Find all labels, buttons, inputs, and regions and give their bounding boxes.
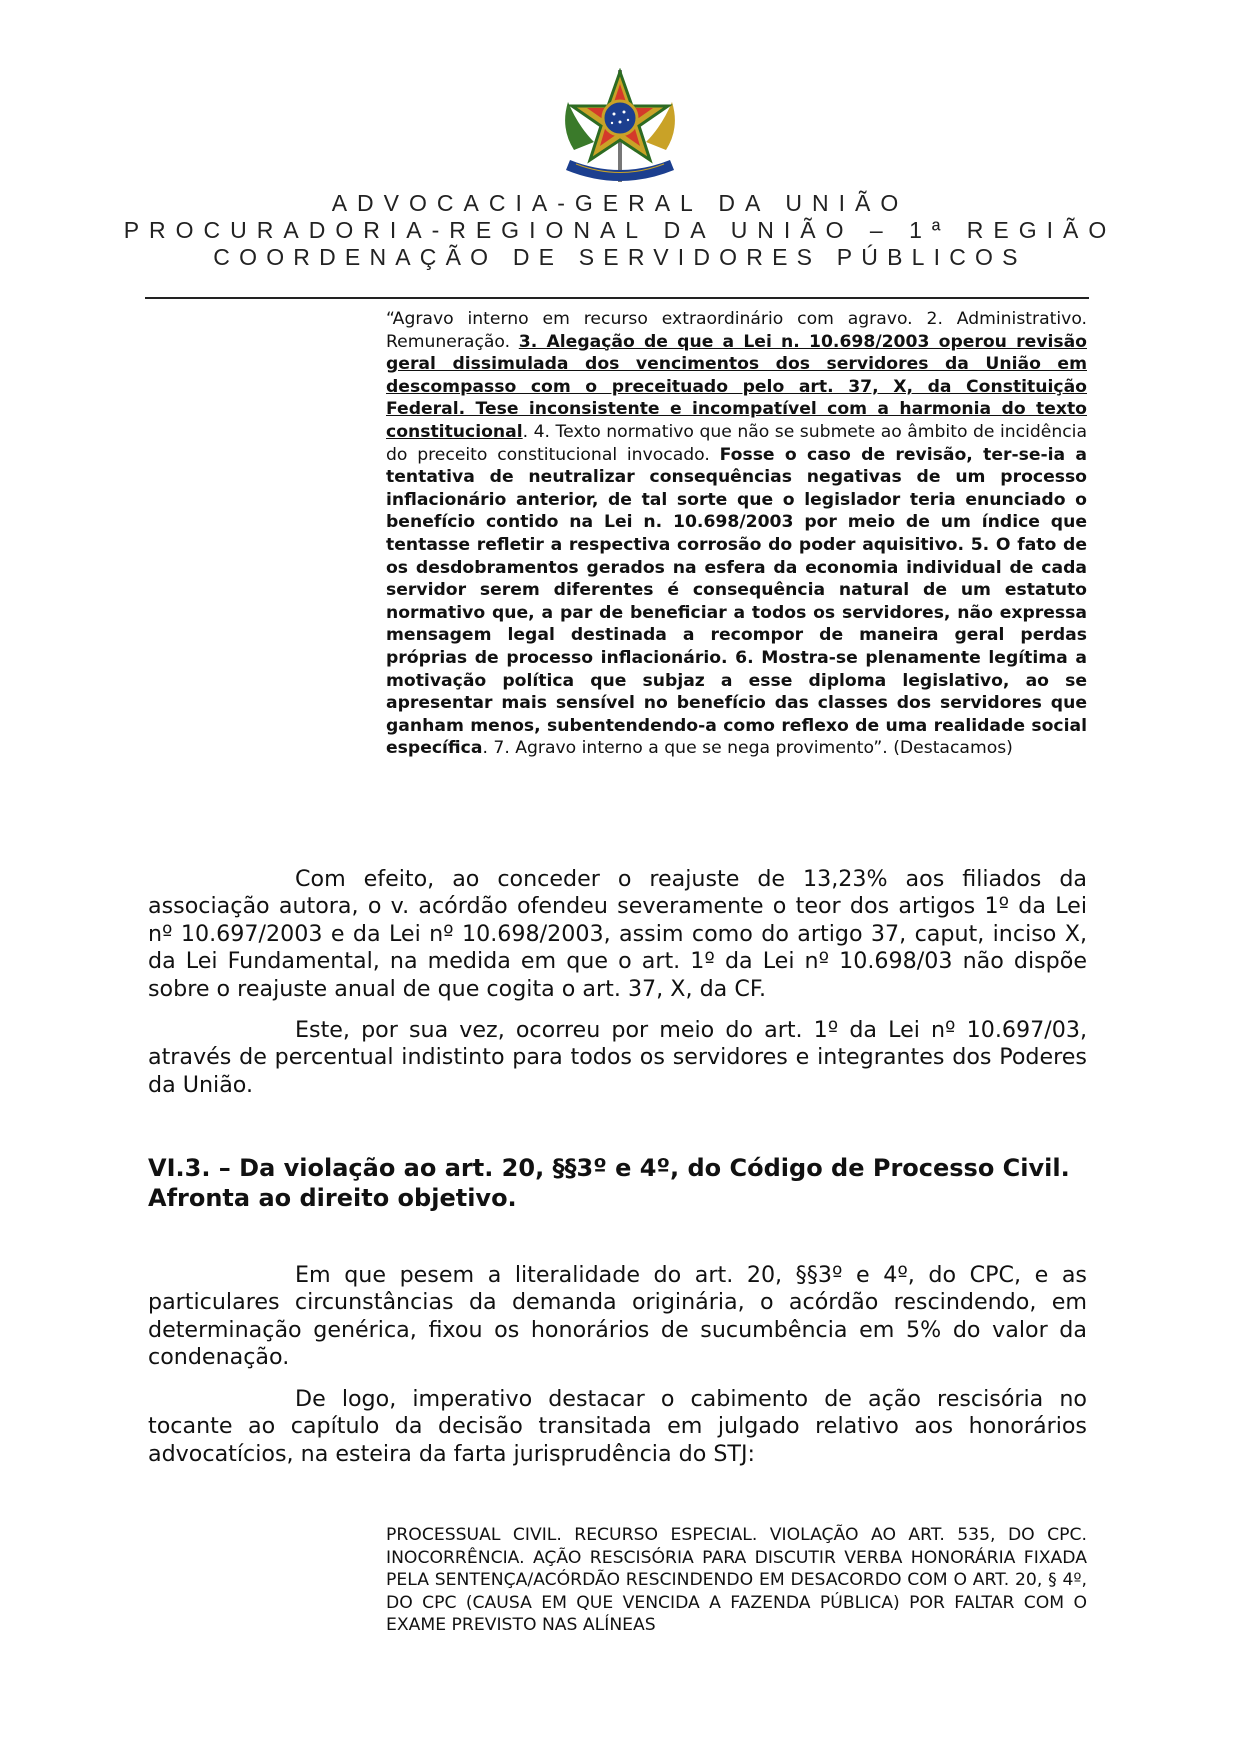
agency-name: ADVOCACIA-GERAL DA UNIÃO: [331, 190, 909, 216]
quote1-bold: Fosse o caso de revisão, ter-se-ia a tentativa de neutralizar consequências negativas de um processo inflacionário anterior, de tal sorte que o legislador teria enunciado o benefício contido na Lei n. 10.698/2003 por meio de um índice que tentasse refletir a respectiva corrosão do poder aquisitivo. 5. O fato de os desdobramentos gerados na esfera da economia individual de cada servidor serem diferentes é consequência natural de um estatuto normativo que, a par de beneficiar a todos os servidores, não expressa mensagem legal destinada a recompor de maneira geral perdas próprias de processo inflacionário. 6. Mostra-se plenamente legítima a motivação política que subjaz a esse diploma legislativo, ao se apresentar mais sensível no benefício das classes dos servidores que ganham menos, subentendendo-a como reflexo de uma realidade social específica: [386, 444, 1087, 759]
section-heading: VI.3. – Da violação ao art. 20, §§3º e 4º, do Código de Processo Civil. Afronta ao direito objetivo.: [148, 1154, 1070, 1212]
quote1-closing: . 7. Agravo interno a que se nega provimento”. (Destacamos): [482, 738, 1013, 759]
regional-office: PROCURADORIA-REGIONAL DA UNIÃO – 1ª REGIÃO: [123, 217, 1117, 243]
paragraph-4: De logo, imperativo destacar o cabimento de ação rescisória no tocante ao capítulo da decisão transitada em julgado relativo aos honorários advocatícios, na esteira da farta jurisprudência do STJ:: [148, 1386, 1087, 1467]
quote1-plain: . 4. Texto normativo que não se submete ao âmbito de incidência do preceito constitucional invocado.: [386, 421, 1087, 465]
jurisprudence-quote-2: PROCESSUAL CIVIL. RECURSO ESPECIAL. VIOLAÇÃO AO ART. 535, DO CPC. INOCORRÊNCIA. AÇÃO RESCISÓRIA PARA DISCUTIR VERBA HONORÁRIA FIXADA PELA SENTENÇA/ACÓRDÃO RESCINDENDO EM DESACORDO COM O ART. 20, § 4º, DO CPC (CAUSA EM QUE VENCIDA A FAZENDA PÚBLICA) POR FALTAR COM O EXAME PREVISTO NAS ALÍNEAS: [386, 1525, 1087, 1636]
quote1-underlined: 3. Alegação de que a Lei n. 10.698/2003 operou revisão geral dissimulada dos vencimentos dos servidores da União em descompasso com o preceituado pelo art. 37, X, da Constituição Federal. Tese inconsistente e incompatível com a harmonia do texto constitucional: [386, 331, 1087, 442]
brazil-coat-of-arms-icon: [554, 68, 686, 186]
paragraph-2: Este, por sua vez, ocorreu por meio do art. 1º da Lei nº 10.697/03, através de percentual indistinto para todos os servidores e integrantes dos Poderes da União.: [148, 1017, 1087, 1098]
header-divider: [145, 297, 1089, 299]
coordination-unit: COORDENAÇÃO DE SERVIDORES PÚBLICOS: [213, 244, 1027, 270]
paragraph-3: Em que pesem a literalidade do art. 20, §§3º e 4º, do CPC, e as particulares circunstâncias da demanda originária, o acórdão rescindendo, em determinação genérica, fixou os honorários de sucumbência em 5% do valor da condenação.: [148, 1262, 1087, 1371]
quote1-intro: “Agravo interno em recurso extraordinário com agravo. 2. Administrativo. Remuneração.: [386, 309, 1087, 352]
jurisprudence-quote-1: [386, 308, 1087, 760]
paragraph-1: Com efeito, ao conceder o reajuste de 13,23% aos filiados da associação autora, o v. acórdão ofendeu severamente o teor dos artigos 1º da Lei nº 10.697/2003 e da Lei nº 10.698/2003, assim como do artigo 37, caput, inciso X, da Lei Fundamental, na medida em que o art. 1º da Lei nº 10.698/03 não dispõe sobre o reajuste anual de que cogita o art. 37, X, da CF.: [148, 866, 1087, 1002]
